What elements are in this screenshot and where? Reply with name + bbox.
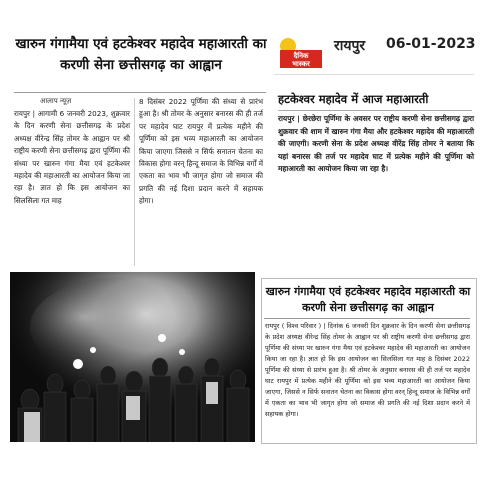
dainik-bhaskar-logo bbox=[276, 36, 324, 70]
date-label: 06-01-2023 bbox=[386, 36, 476, 52]
headline-rule bbox=[14, 92, 266, 93]
bottom-article-body: रायपुर ( विश्व परिवार ) | दिनांक 6 जनवरी दिन शुक्रवार के दिन करणी सेना छत्तीसगढ़ के प्रदेश अध्यक्ष वीरेन्द्र सिंह तोमर के आह्वान पर श्री राष्ट्रीय करणी सेना छत्तीसगढ़ द्वारा पूर्णिमा की संध्या पर खारुन गंगा मैया एवं हटकेश्वर महादेव की महाआरती का आयोजन किया जा रहा है। ज्ञात हो कि इस आयोजन का सिलसिला गत माह 8 दिसंबर 2022 पूर्णिमा की संध्या से प्रारंभ हुआ है। श्री तोमर के अनुसार बनारस की ही तर्ज पर महादेव घाट रायपुर में प्रत्येक महीने की पूर्णिमा को इस भव्य महाआरती का आयोजन किया जाएगा, जिससे न सिर्फ सनातन चेतना का विकास होगा वरन् हिन्दू समाज के विभिन्न वर्गों में एकता का भाव भी जागृत होगा जो समाज की प्रगति की नई दिशा प्रदान करने में सहायक होगा। bbox=[265, 322, 470, 418]
right-article-body: रायपुर | छेरछेरा पूर्णिमा के अवसर पर राष्ट्रीय करणी सेना छत्तीसगढ़ द्वारा शुक्रवार की शाम में खारुन गंगा मैया और हटकेश्वर महादेव की महाआरती की जाएगी। करणी सेना के प्रदेश अध्यक्ष वीरेंद्र सिंह तोमर ने बताया कि यहां बनारस की तर्ज पर महादेव घाट में प्रत्येक महीने की पूर्णिमा को महाआरती का आयोजन किया जा रहा है। bbox=[278, 114, 474, 174]
left-article-column-2: 8 दिसंबर 2022 पूर्णिमा की संध्या से प्रारंभ हुआ है। श्री तोमर के अनुसार बनारस की ही तर्ज पर महादेव घाट रायपुर में प्रत्येक महीने की पूर्णिमा को इस भव्य महाआरती का आयोजन किया जाएगा जिससे न सिर्फ सनातन चेतना का विकास होगा वरन् हिन्दू समाज के विभिन्न वर्गों में एकता का भाव भी जागृत होगा जो समाज की प्रगति की नई दिशा प्रदान करने में सहायक होगा। bbox=[139, 97, 263, 206]
column-divider bbox=[134, 98, 135, 266]
headline-rule bbox=[264, 318, 470, 319]
logo-line-1: दैनिक bbox=[293, 52, 309, 60]
headline-rule bbox=[278, 110, 472, 111]
right-article-headline: हटकेश्वर महादेव में आज महाआरती bbox=[278, 92, 429, 106]
logo-line-2: भास्कर bbox=[292, 60, 310, 68]
left-article-column-1: रायपुर | आगामी 6 जनवरी 2023, शुक्रवार के दिन करणी सेना छत्तीसगढ़ के प्रदेश अध्यक्ष वीरेन्द्र सिंह तोमर के आह्वान पर श्री राष्ट्रीय करणी सेना छत्तीसगढ़ द्वारा पूर्णिमा की संध्या पर खारुन गंगा मैया एवं हटकेश्वर महादेव की महाआरती का आयोजन किया जा रहा है। ज्ञात हो कि इस आयोजन का सिलसिला गत माह bbox=[14, 109, 130, 205]
bottom-article-headline: खारुन गंगामैया एवं हटकेश्वर महादेव महाआरती का करणी सेना छत्तीसगढ़ का आह्वान bbox=[265, 285, 471, 314]
crowd-aarti-photo bbox=[10, 272, 255, 442]
event-photo bbox=[10, 272, 255, 442]
left-article-source: आलाप न्यूज़ bbox=[40, 97, 72, 105]
city-label: रायपुर bbox=[334, 38, 366, 54]
left-article-headline: खारुन गंगामैया एवं हटकेश्वर महादेव महाआरती का करणी सेना छत्तीसगढ़ का आह्वान bbox=[15, 36, 267, 73]
header-divider bbox=[274, 74, 474, 75]
